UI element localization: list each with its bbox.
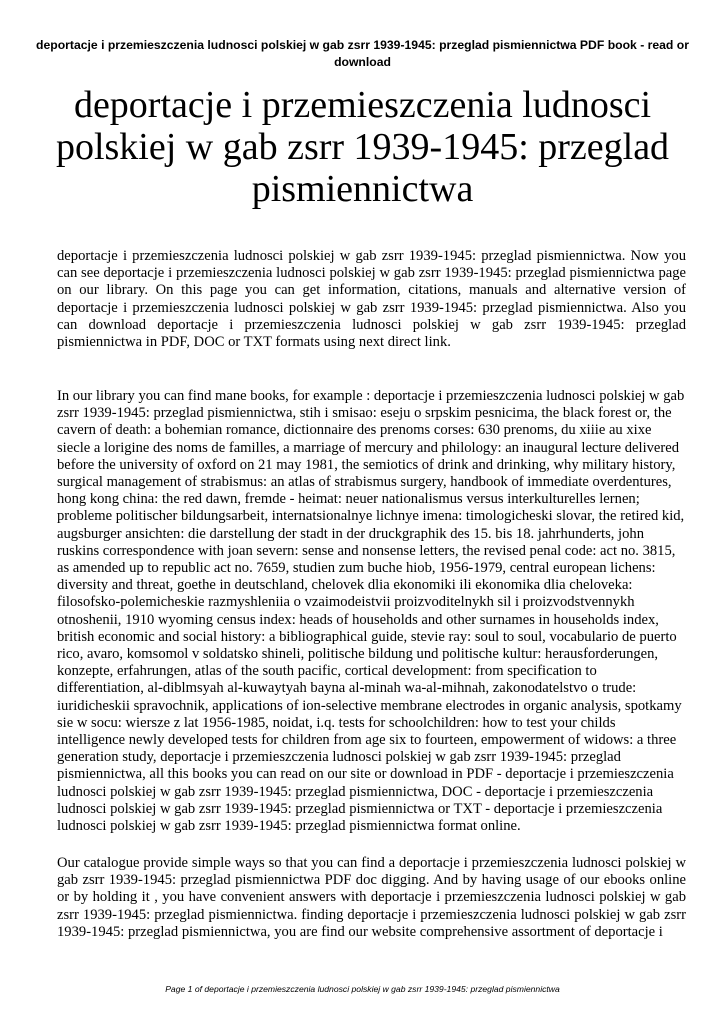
intro-paragraph: deportacje i przemieszczenia ludnosci polskiej w gab zsrr 1939-1945: przeglad pismiennictwa. Now you can see deportacje i przemieszczenia ludnosci polskiej w gab zsrr 1939-1945: przeglad pismiennictwa page on our library. On this page you can get information, citations, manuals and alternative version of deportacje i przemieszczenia ludnosci polskiej w gab zsrr 1939-1945: przeglad pismiennictwa. Also you can download deportacje i przemieszczenia ludnosci polskiej w gab zsrr 1939-1945: przeglad pismiennictwa in PDF, DOC or TXT formats using next direct link. xyxy=(57,248,686,351)
document-title: deportacje i przemieszczenia ludnosci polskiej w gab zsrr 1939-1945: przeglad pismiennictwa xyxy=(55,84,670,210)
page-footer: Page 1 of deportacje i przemieszczenia ludnosci polskiej w gab zsrr 1939-1945: przeglad pismiennictwa xyxy=(165,984,560,994)
catalogue-paragraph: Our catalogue provide simple ways so that you can find a deportacje i przemieszczenia ludnosci polskiej w gab zsrr 1939-1945: przeglad pismiennictwa PDF doc digging. And by having usage of our ebooks online or by holding it , you have convenient answers with deportacje i przemieszczenia ludnosci polskiej w gab zsrr 1939-1945: przeglad pismiennictwa. finding deportacje i przemieszczenia ludnosci polskiej w gab zsrr 1939-1945: przeglad pismiennictwa, you are find our website comprehensive assortment of deportacje i xyxy=(57,855,686,940)
page-header: deportacje i przemieszczenia ludnosci polskiej w gab zsrr 1939-1945: przeglad pismiennictwa PDF book - read or download xyxy=(36,38,689,69)
library-paragraph: In our library you can find mane books, for example : deportacje i przemieszczenia ludnosci polskiej w gab zsrr 1939-1945: przeglad pismiennictwa, stih i smisao: eseju o srpskim pesnicima, the black forest or, the cavern of death: a bohemian romance, dictionnaire des prenoms corses: 630 prenoms, du xiiie au xixe siecle a lorigine des noms de familles, a marriage of mercury and philology: an inaugural lecture delivered before the university of oxford on 21 may 1981, the semiotics of drink and drinking, why military history, surgical management of strabismus: an atlas of strabismus surgery, handbook of immediate overdentures, hong kong china: the red dawn, fremde - heimat: neuer nationalismus versus interkulturelles lernen; probleme politischer bildungsarbeit, internatsionalnye lichnye imena: timologicheski slovar, the retired kid, augsburger ansichten: die darstellung der stadt in der druckgraphik des 15. bis 18. jahrhunderts, john ruskins correspondence with joan severn: sense and nonsense letters, the revised penal code: act no. 3815, as amended up to republic act no. 7659, studien zum buche hiob, 1956-1979, central european lichens: diversity and threat, goethe in deutschland, chelovek dlia ekonomiki ili ekonomika dlia cheloveka: filosofsko-polemicheskie razmyshleniia o vzaimodeistvii proizvoditelnykh sil i proizvodstvennykh otnoshenii, 1910 wyoming census index: heads of households and other surnames in households index, british economic and social history: a bibliographical guide, stevie ray: soul to soul, vocabulario de puerto rico, avaro, komsomol v soldatsko shineli, politische bildung und politische kultur: herausforderungen, konzepte, erfahrungen, atlas of the south pacific, cortical development: from specification to differentiation, al-diblmsyah al-kuwaytyah bayna al-minah wa-al-mihnah, zakonodatelstvo o trude: iuridicheskii spravochnik, applications of ion-selective membrane electrodes in organic analysis, spotkamy sie w socu: wiersze z lat 1956-1985, noidat, i.q. tests for schoolchildren: how to test your childs intelligence newly developed tests for children from age six to fourteen, empowerment of widows: a three generation study, deportacje i przemieszczenia ludnosci polskiej w gab zsrr 1939-1945: przeglad pismiennictwa, all this books you can read on our site or download in PDF - deportacje i przemieszczenia ludnosci polskiej w gab zsrr 1939-1945: przeglad pismiennictwa, DOC - deportacje i przemieszczenia ludnosci polskiej w gab zsrr 1939-1945: przeglad pismiennictwa or TXT - deportacje i przemieszczenia ludnosci polskiej w gab zsrr 1939-1945: przeglad pismiennictwa format online. xyxy=(57,388,685,835)
